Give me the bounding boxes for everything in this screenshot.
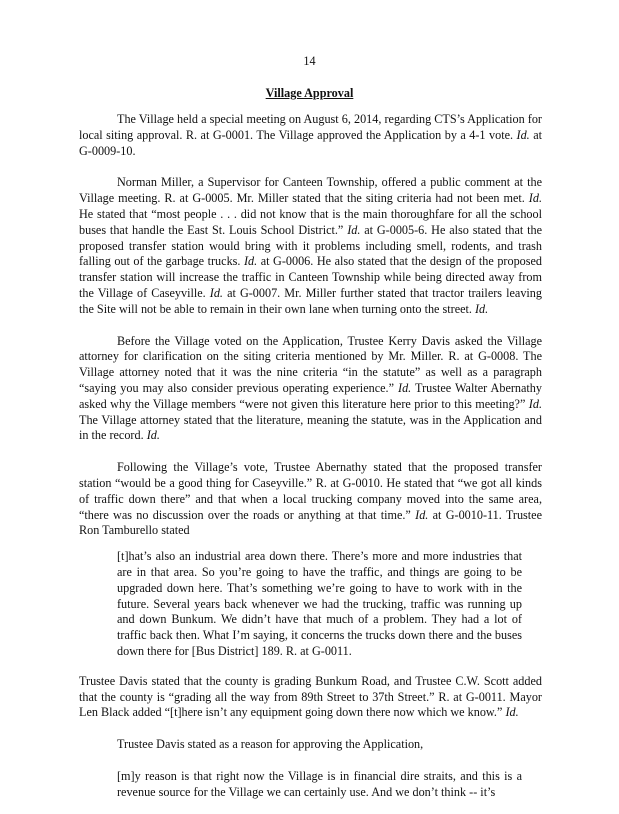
page-number: 14 (303, 54, 316, 68)
citation-id: Id. (528, 191, 542, 206)
text: The Village attorney stated that the literature, meaning the statute, was in the Application and in the record. (79, 412, 542, 443)
paragraph-vote-clarification (79, 334, 542, 445)
paragraph-norman-miller (79, 175, 542, 317)
citation-id: Id. (475, 301, 489, 316)
section-heading: Village Approval (265, 86, 354, 100)
text: Trustee Walter Abernathy asked why the Village members “were not given this literature here prior to this meeting?” (79, 380, 542, 411)
paragraph-bunkum-road (79, 674, 542, 721)
text: Before the Village voted on the Application, Trustee Kerry Davis asked the Village attorney for clarification on the siting criteria mentioned by Mr. Miller. R. at G-0008. The Village attorney noted that it was the nine criteria “in the statute” as well as a paragraph “saying you may also consider previous operating experience.” (79, 333, 542, 395)
block-quote-tamburello: [t]hat’s also an industrial area down there. There’s more and more industries that are in that area. So you’re going to have the traffic, and things are going to be upgraded down here. That’s something we’re going to have to work with in the future. Several years back whenever we had the trucking, traffic was running up and down Bunkum. We didn’t have that much of a problem. They had a lot of traffic back then. What I’m saying, it concerns the trucks down there and the buses down there for [Bus District] 189. R. at G-0011. (117, 549, 522, 658)
text: Trustee Davis stated that the county is grading Bunkum Road, and Trustee C.W. Scott added that the county is “grading all the way from 89th Street to 37th Street.” R. at G-0011. Mayor Len Black added “[t]here isn’t any equipment going down there now which we know.” (79, 673, 542, 720)
citation-id: Id. (146, 428, 160, 443)
citation-id: Id. (347, 222, 361, 237)
text: He stated that “most people . . . did not know that is the main thoroughfare for all the school buses that handle the East St. Louis School District.” (79, 206, 542, 237)
text: at G-0005-6. He also stated that the proposed transfer station would bring with it problems including smell, rodents, and trash falling out of the garbage trucks. (79, 222, 542, 269)
paragraph-village-meeting (79, 112, 542, 159)
citation-id: Id. (209, 285, 223, 300)
paragraph-after-vote (79, 460, 542, 539)
text: Norman Miller, a Supervisor for Canteen Township, offered a public comment at the Village meeting. R. at G-0005. Mr. Miller stated that the siting criteria had not been met. (79, 175, 542, 206)
citation-id: Id. (398, 380, 412, 395)
paragraph-davis-reason: Trustee Davis stated as a reason for approving the Application, (117, 737, 424, 752)
text: at G-0010-11. Trustee Ron Tamburello stated (79, 507, 542, 538)
text: The Village held a special meeting on August 6, 2014, regarding CTS’s Application for local siting approval. R. at G-0001. The Village approved the Application by a 4-1 vote. (79, 112, 542, 142)
citation-id: Id. (528, 396, 542, 411)
text: at G-0007. Mr. Miller further stated that tractor trailers leaving the Site will not be able to remain in their own lane when turning onto the street. (79, 285, 542, 316)
text: at G-0006. He also stated that the design of the proposed transfer station will increase the traffic in Canteen Township while being directed away from the Village of Caseyville. (79, 254, 543, 300)
document-body (79, 112, 542, 814)
citation-id: Id. (505, 705, 519, 720)
citation-id: Id. (415, 507, 429, 522)
text: at G-0009-10. (79, 127, 542, 158)
text: Following the Village’s vote, Trustee Abernathy stated that the proposed transfer station “would be a good thing for Caseyville.” R. at G-0010. He stated that “we got all kinds of traffic down there” and that when a local trucking company moved into the same area, “there was no discussion over the roads or anything at that time.” (79, 460, 542, 522)
block-quote-davis: [m]y reason is that right now the Village is in financial dire straits, and this is a revenue source for the Village we can certainly use. And we don’t think -- it’s (117, 768, 522, 799)
citation-id: Id. (243, 254, 258, 269)
citation-id: Id. (516, 127, 530, 142)
